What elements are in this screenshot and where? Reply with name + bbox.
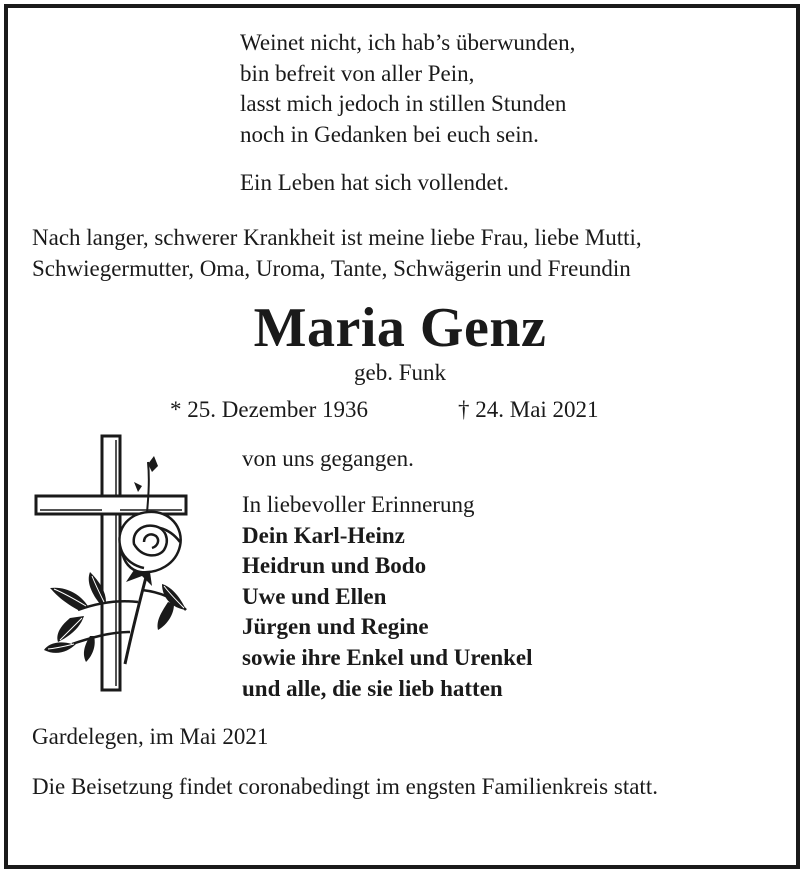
funeral-note: Die Beisetzung findet coronabedingt im engsten Familienkreis statt. xyxy=(32,774,658,799)
poem-line: noch in Gedanken bei euch sein. xyxy=(240,121,539,147)
birth-date: * 25. Dezember 1936 xyxy=(170,397,368,422)
mourner-line: sowie ihre Enkel und Urenkel xyxy=(242,644,533,670)
gone-text: von uns gegangen. xyxy=(242,446,414,471)
poem-line: lasst mich jedoch in stillen Stunden xyxy=(240,91,567,116)
memory-block xyxy=(242,490,533,704)
mourner-line: Jürgen und Regine xyxy=(242,614,429,640)
intro-line: Nach langer, schwerer Krankheit ist meine liebe Frau, liebe Mutti, xyxy=(32,225,642,250)
poem-line: bin befreit von aller Pein, xyxy=(240,60,475,86)
mourner-line: Dein Karl-Heinz xyxy=(242,522,405,548)
mourner-line: Heidrun und Bodo xyxy=(242,553,427,579)
poem xyxy=(240,28,575,150)
mourner-line: und alle, die sie lieb hatten xyxy=(242,675,503,701)
cross-with-rose-icon xyxy=(30,432,200,694)
intro-line: Schwiegermutter, Oma, Uroma, Tante, Schwägerin und Freundin xyxy=(32,256,631,281)
death-date: † 24. Mai 2021 xyxy=(458,397,599,422)
intro-text xyxy=(32,222,642,284)
maiden-name: geb. Funk xyxy=(354,360,446,385)
memory-intro: In liebevoller Erinnerung xyxy=(242,492,475,517)
closing-phrase: Ein Leben hat sich vollendet. xyxy=(240,170,509,195)
deceased-name: Maria Genz xyxy=(253,297,547,359)
mourner-line: Uwe und Ellen xyxy=(242,583,387,609)
place-date: Gardelegen, im Mai 2021 xyxy=(32,724,269,749)
poem-line: Weinet nicht, ich hab’s überwunden, xyxy=(240,30,576,55)
